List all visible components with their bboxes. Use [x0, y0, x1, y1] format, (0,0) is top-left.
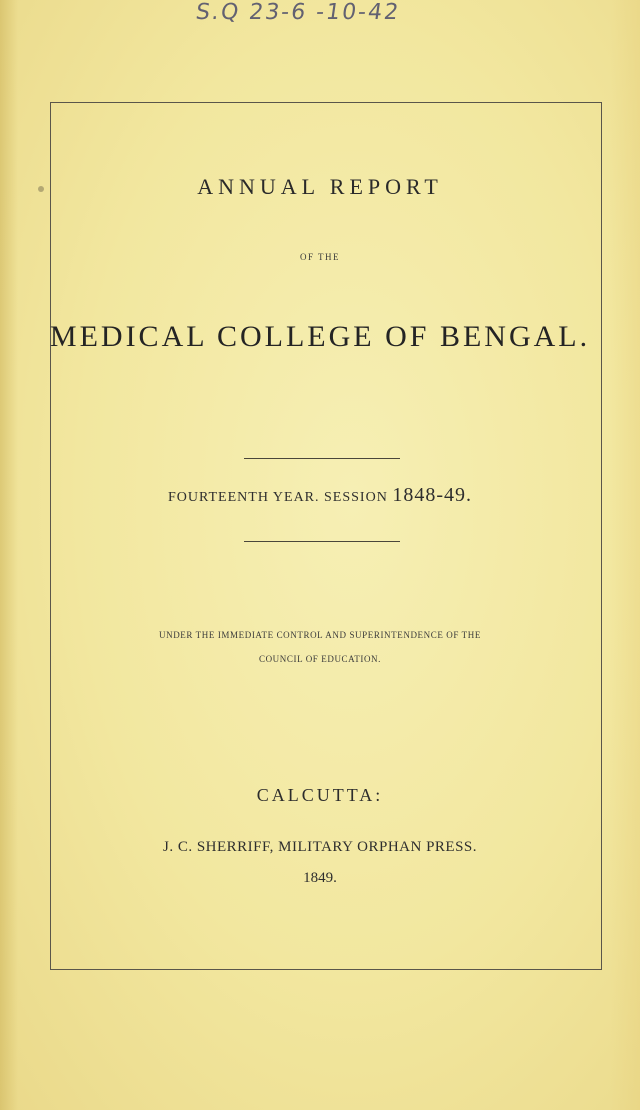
divider-rule-bottom: [244, 541, 400, 542]
handwritten-shelfmark: S.Q 23-6 -10-42: [194, 0, 402, 25]
control-line-1: UNDER THE IMMEDIATE CONTROL AND SUPERINTENDENCE OF THE: [159, 630, 481, 640]
paper-spot: [38, 186, 44, 192]
imprint-city: CALCUTTA:: [256, 785, 384, 805]
session-line: [0, 484, 640, 507]
control-line-2: COUNCIL OF EDUCATION.: [258, 654, 381, 664]
imprint-printer: J. C. SHERRIFF, MILITARY ORPHAN PRESS.: [162, 839, 478, 855]
report-title: ANNUAL REPORT: [197, 174, 443, 199]
of-the-line: OF THE: [299, 252, 341, 262]
page-edge-shadow-left: [0, 0, 18, 1110]
imprint-year: 1849.: [303, 870, 337, 886]
session-years: 1848-49.: [392, 484, 472, 506]
page-edge-shadow-right: [610, 0, 640, 1110]
divider-rule-top: [244, 458, 400, 459]
college-name: MEDICAL COLLEGE OF BENGAL.: [49, 320, 591, 353]
session-prefix: FOURTEENTH YEAR. SESSION: [168, 490, 388, 505]
